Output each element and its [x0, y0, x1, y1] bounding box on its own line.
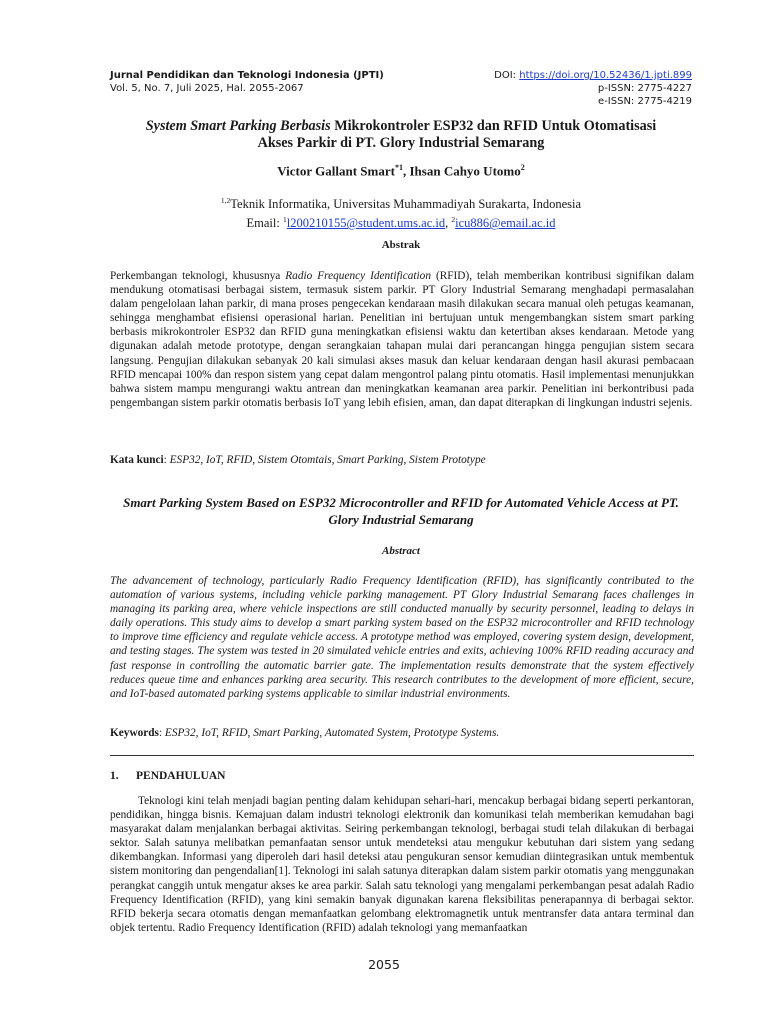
- affiliation: [110, 193, 692, 231]
- section-title: PENDAHULUAN: [136, 770, 226, 782]
- title-italic: System Smart Parking Berbasis: [145, 118, 331, 134]
- section-divider: [110, 755, 694, 756]
- doi-label: DOI:: [494, 70, 520, 81]
- keywords-en: [110, 726, 694, 740]
- paper-title-en: Smart Parking System Based on ESP32 Microcontroller and RFID for Automated Vehicle Access at PT. Glory Industrial Semarang: [123, 495, 679, 527]
- journal-name: Jurnal Pendidikan dan Teknologi Indonesia (JPTI): [110, 70, 384, 81]
- email-link-1[interactable]: l200210155@student.ums.ac.id: [286, 216, 446, 231]
- paper-title: [110, 118, 692, 152]
- abstract-body-id: [110, 269, 694, 410]
- doi-line: [470, 69, 692, 82]
- doi-link[interactable]: https://doi.org/10.52436/1.jpti.899: [519, 70, 692, 81]
- abstract-id-italic: Radio Frequency Identification: [285, 270, 431, 282]
- email-line: [110, 212, 692, 231]
- affiliation-text: Teknik Informatika, Universitas Muhammadiyah Surakarta, Indonesia: [230, 197, 582, 212]
- journal-header: [110, 69, 384, 95]
- author-2-sup: 2: [520, 163, 525, 172]
- keywords-en-label: Keywords: [110, 727, 159, 739]
- email-separator: ,: [445, 216, 452, 231]
- affiliation-sup: 1,2: [220, 196, 231, 205]
- identifier-block: [470, 69, 692, 108]
- keywords-id: [110, 453, 694, 467]
- page-number: 2055: [368, 957, 400, 972]
- keywords-en-colon: :: [158, 727, 165, 739]
- author-separator: ,: [402, 163, 410, 179]
- author-2: Ihsan Cahyo Utomo: [409, 163, 521, 179]
- section-body: Teknologi kini telah menjadi bagian penting dalam kehidupan sehari-hari, mencakup berbagai bidang seperti perkantoran, pendidikan, hingga bisnis. Kemajuan dalam industri teknologi elektronik dan komunikasi telah memberikan kemudahan bagi masyarakat dalam menjalankan berbagai aktivitas. Seiring perkembangan teknologi, berbagai studi telah dilakukan di berbagai sektor. Salah satunya melibatkan pemanfaatan sensor untuk mendeteksi atau mengukur kebutuhan dari sistem yang sedang dikembangkan. Informasi yang diperoleh dari hasil deteksi atau pengukuran sensor kemudian diintegrasikan untuk membentuk sistem monitoring dan pengendalian[1]. Teknologi ini salah satunya diterapkan dalam sistem parkir otomatis yang menggunakan perangkat canggih untuk mengatur akses ke area parkir. Salah satu teknologi yang mengalami perkembangan pesat adalah Radio Frequency Identification (RFID), yang kini semakin banyak digunakan karena fleksibilitas penerapannya di berbagai sektor. RFID bekerja secara otomatis dengan memanfaatkan gelombang elektromagnetik untuk mentransfer data antara terminal dan objek tertentu. Radio Frequency Identification (RFID) adalah teknologi yang memanfaatkan: [110, 795, 694, 934]
- author-1: Victor Gallant Smart: [277, 163, 395, 179]
- abstract-heading-id: Abstrak: [381, 239, 421, 251]
- abstract-body-en: The advancement of technology, particularly Radio Frequency Identification (RFID), has significantly contributed to the automation of various systems, including vehicle parking management. PT Glory Industrial Semarang faces challenges in managing its parking area, where vehicle inspections are still conducted manually by security personnel, leading to delays in daily operations. This study aims to develop a smart parking system based on the ESP32 microcontroller and RFID technology to improve time efficiency and regulate vehicle access. A prototype method was employed, covering system design, development, and testing stages. The system was tested in 20 simulated vehicle entries and exits, achieving 100% RFID reading accuracy and fast response in controlling the automatic barrier gate. The implementation results demonstrate that the system effectively reduces queue time and enhances parking area security. This research contributes to the development of more efficient, secure, and IoT-based automated parking systems applicable to similar industrial environments.: [110, 575, 694, 700]
- keywords-id-colon: :: [163, 454, 170, 466]
- email-link-2[interactable]: icu886@email.ac.id: [455, 216, 556, 231]
- author-list: [110, 163, 692, 179]
- email2-sup: 2: [451, 215, 456, 225]
- eissn: e-ISSN: 2775-4219: [598, 96, 692, 107]
- section-number: 1.: [110, 770, 119, 782]
- email1-sup: 1: [282, 215, 287, 225]
- affiliation-line: [110, 193, 692, 212]
- title-line1-rest: Mikrokontroler ESP32 dan RFID Untuk Otomatisasi: [330, 118, 657, 134]
- keywords-id-values: ESP32, IoT, RFID, Sistem Otomtais, Smart Parking, Sistem Prototype: [169, 454, 486, 466]
- keywords-en-values: ESP32, IoT, RFID, Smart Parking, Automated System, Prototype Systems.: [164, 727, 500, 739]
- volume-info: Vol. 5, No. 7, Juli 2025, Hal. 2055-2067: [110, 83, 304, 94]
- abstract-heading-en: Abstract: [382, 545, 420, 557]
- pissn: p-ISSN: 2775-4227: [597, 83, 692, 94]
- section-heading: [110, 770, 225, 782]
- keywords-id-label: Kata kunci: [110, 454, 164, 466]
- abstract-id-pre: Perkembangan teknologi, khususnya: [110, 270, 286, 282]
- title-line2: Akses Parkir di PT. Glory Industrial Semarang: [257, 135, 545, 151]
- abstract-id-post: (RFID), telah memberikan kontribusi signifikan dalam mendukung otomatisasi berbagai sistem, termasuk sistem parkir. PT Glory Industrial Semarang menghadapi permasalahan dalam pengelolaan lahan parkir, di mana proses pengecekan kendaraan masih dilakukan secara manual oleh petugas keamanan, sehingga menghambat efisiensi operasional harian. Penelitian ini bertujuan untuk mengembangkan sistem smart parking berbasis mikrokontroler ESP32 dan RFID guna meningkatkan efisiensi waktu dan ketertiban akses kendaraan. Metode yang digunakan adalah metode prototype, dengan serangkaian tahapan mulai dari perancangan hingga pengujian sistem secara langsung. Pengujian dilakukan sebanyak 20 kali simulasi akses masuk dan keluar kendaraan dengan hasil akurasi pembacaan RFID mencapai 100% dan respon sistem yang cepat dalam mengontrol palang pintu otomatis. Hasil implementasi menunjukkan bahwa sistem mampu mengurangi waktu antrean dan meningkatkan keamanan area parkir. Penelitian ini berkontribusi pada pengembangan sistem parkir otomatis berbasis IoT yang lebih efisien, aman, dan dapat diterapkan di lingkungan industri sejenis.: [110, 270, 694, 409]
- author-1-sup: *1: [394, 163, 403, 172]
- email-label: Email:: [246, 216, 283, 231]
